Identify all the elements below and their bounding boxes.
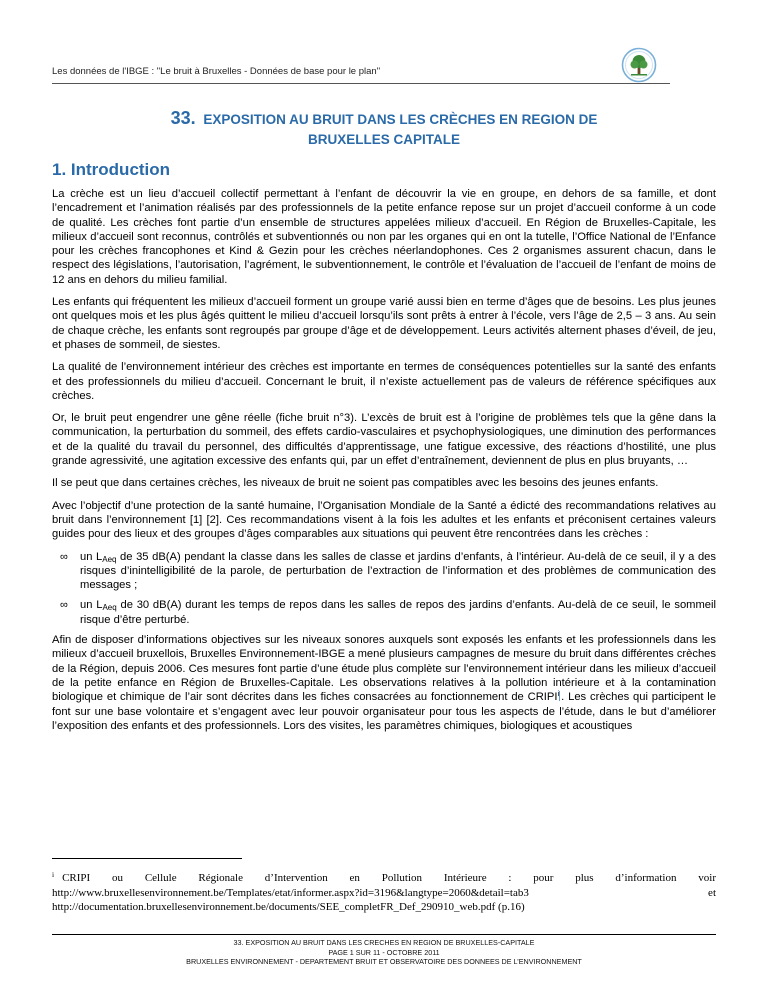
body-text <box>52 187 716 741</box>
title-line-2: BRUXELLES CAPITALE <box>307 132 460 147</box>
bullet-prefix: un L <box>80 599 103 612</box>
bullet-text: de 35 dB(A) pendant la classe dans les salles de classe et jardins d’enfants, à l’intérieur. Au-delà de ce seuil, il y a des risques d’inintelligibilité de la parole, de perturbation de l’extraction de l’information et des problèmes de communication des messages ; <box>80 550 716 592</box>
footnote-text: CRIPI ou Cellule Régionale d’Intervention en Pollution Intérieure : pour plus d’information voir http://www.bruxellesenvironnement.be/Templates/etat/informer.aspx?id=3196&langtype=2060&detail=tab3 et http://documentation.bruxellesenvironnement.be/documents/SEE_completFR_Def_290910_web.pdf (p.16) <box>52 872 716 913</box>
title-line-1: EXPOSITION AU BRUIT DANS LES CRÈCHES EN REGION DE <box>203 112 598 127</box>
footer-divider <box>52 934 716 935</box>
footnote-marker: i <box>52 870 55 879</box>
footnote-reference[interactable]: i <box>557 689 560 699</box>
paragraph: Avec l’objectif d’une protection de la santé humaine, l’Organisation Mondiale de la Santé a édicté des recommandations relatives au bruit dans l’environnement [1] [2]. Ces recommandations visent à la fois les adultes et les enfants et préconisent certaines valeurs guides pour des lieux et des groupes d’âges comparables aux situations qui peuvent être rencontrées dans les crèches : <box>52 499 716 541</box>
tree-logo-icon <box>620 46 658 84</box>
footnote-divider <box>52 858 242 859</box>
paragraph: Les enfants qui fréquentent les milieux d’accueil forment un groupe varié aussi bien en terme d’âges que de besoins. Les plus jeunes ont quelques mois et les plus âgés quittent le milieu d’accueil lorsqu’ils sont prêts à entrer à l’école, vers l’âge de 2,5 – 3 ans. Au sein de chaque crèche, les enfants sont regroupés par groupe d’âge et de développement. Leurs activités alternent phases d’éveil, de jeu, et phases de sommeil, de siestes. <box>52 296 716 351</box>
bullet-text: de 30 dB(A) durant les temps de repos dans les salles de repos des jardins d’enfants. Au-delà de ce seuil, le sommeil risque d’être perturbé. <box>80 599 716 626</box>
paragraph: La crèche est un lieu d’accueil collectif permettant à l’enfant de découvrir la vie en groupe, en dehors de sa famille, et dont l’encadrement et l’animation réalisés par des professionnels de la petite enfance repose sur un projet d’accueil conforme à un code de qualité. Les crèches font partie d’un ensemble de structures appelées milieux d’accueil. En Région de Bruxelles-Capitale, les milieux d’accueil sont reconnus, contrôlés et subventionnés ou non par les organes qui en ont la tutelle, l’Office National de l’Enfance pour les crèches francophones et Kind & Gezin pour les crèches néerlandophones. Ces 2 organismes assurent chacun, dans le respect des législations, l’autorisation, l’agrément, le subventionnement, le contrôle et l’évaluation de l’accueil de l’enfant de moins de 12 ans en dehors du milieu familial. <box>52 188 716 286</box>
paragraph-text-after: . Les crèches qui participent le font sur une base volontaire et s’engagent avec leur pouvoir organisateur pour tous les aspects de l’étude, dans le but d’améliorer l’exposition des enfants et des professionnels. Lors des visites, les paramètres chimiques, biologiques et acoustiques <box>52 691 716 732</box>
bullet-subscript: Aeq <box>102 603 117 613</box>
footnote <box>52 868 716 915</box>
list-item <box>52 598 716 627</box>
list-item <box>52 550 716 593</box>
page-footer <box>52 938 716 967</box>
footer-line-2: PAGE 1 SUR 11 - OCTOBRE 2011 <box>328 947 440 957</box>
paragraph: La qualité de l’environnement intérieur des crèches est importante en termes de conséquences potentielles sur la santé des enfants et des professionnels du milieu d’accueil. Concernant le bruit, il n’existe actuellement pas de valeurs de référence spécifiques aux crèches. <box>52 361 716 402</box>
title-number: 33. <box>170 108 196 128</box>
running-header: Les données de l'IBGE : "Le bruit à Bruxelles - Données de base pour le plan" <box>52 66 381 77</box>
paragraph: Or, le bruit peut engendrer une gêne réelle (fiche bruit n°3). L’excès de bruit est à l’origine de problèmes tels que la gêne dans la communication, la perturbation du sommeil, des effets cardio-vasculaires et psychophysiologiques, une diminution des performances et de la qualité du travail du personnel, des difficultés d’apprentissage, une fatigue excessive, des réactions d’hostilité, une plus grande agressivité, une agitation excessive des enfants qui, par un effet d’entraînement, deviennent de plus en plus bruyants, … <box>52 412 716 468</box>
bullet-subscript: Aeq <box>102 554 117 564</box>
section-heading: 1. Introduction <box>52 160 171 179</box>
paragraph <box>52 633 716 733</box>
bullet-symbol: ∞ <box>60 550 68 563</box>
paragraph-text-before: Afin de disposer d’informations objectives sur les niveaux sonores auxquels sont exposés les enfants et les professionnels dans les milieux d’accueil bruxellois, Bruxelles Environnement-IBGE a mené plusieurs campagnes de mesure du bruit dans différentes crèches de la Région, depuis 2006. Ces mesures font partie d’une étude plus complète sur l’environnement intérieur dans les milieux d’accueil de la petite enfance en Région de Bruxelles-Capitale. Les observations relatives à la pollution intérieure et à la contamination biologique et chimique de l’air sont décrites dans les fiches consacrées au fonctionnement de CRIPI <box>52 634 716 704</box>
text-cursor <box>559 691 560 701</box>
page-title <box>52 108 716 150</box>
header-divider <box>52 83 670 84</box>
bullet-list <box>52 550 716 627</box>
footer-line-1: 33. EXPOSITION AU BRUIT DANS LES CRECHES EN REGION DE BRUXELLES-CAPITALE <box>233 938 535 947</box>
footer-line-3: BRUXELLES ENVIRONNEMENT - DEPARTEMENT BRUIT ET OBSERVATOIRE DES DONNEES DE L’ENVIRONNEMENT <box>186 957 582 967</box>
paragraph: Il se peut que dans certaines crèches, les niveaux de bruit ne soient pas compatibles avec les besoins des jeunes enfants. <box>52 477 659 490</box>
bullet-symbol: ∞ <box>60 599 68 612</box>
bullet-prefix: un L <box>80 550 103 563</box>
